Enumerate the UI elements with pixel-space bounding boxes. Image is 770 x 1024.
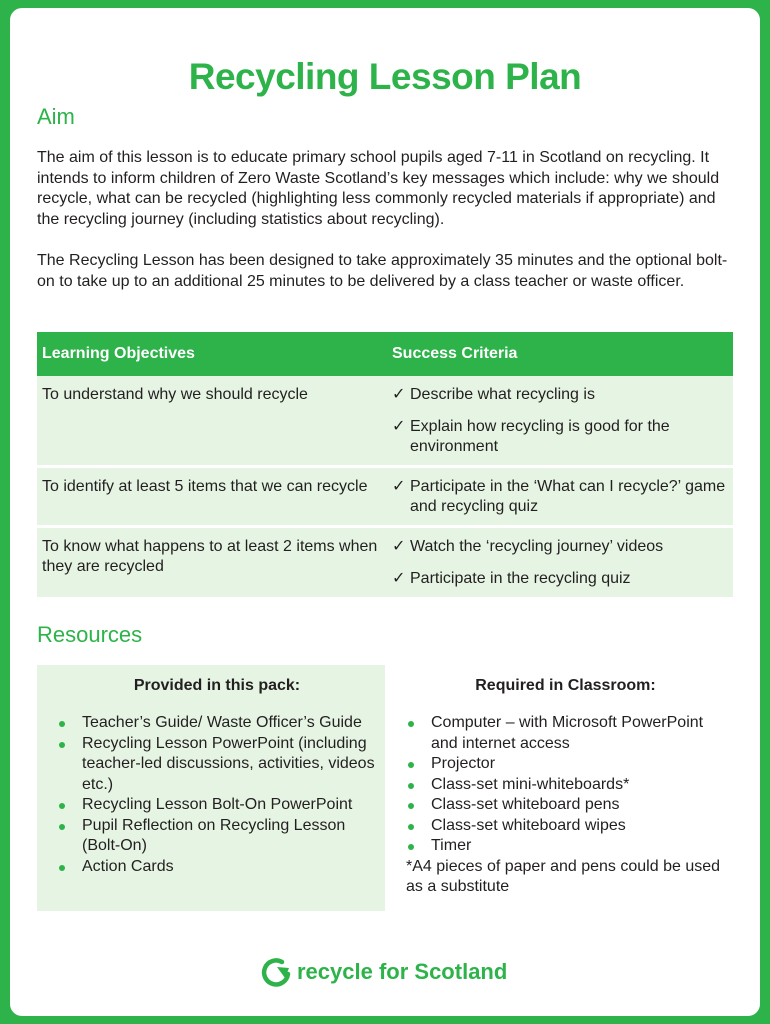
criterion [392,385,728,405]
list-item: Recycling Lesson Bolt-On PowerPoint [57,795,377,816]
substitute-note: *A4 pieces of paper and pens could be used as a substitute [406,857,721,895]
criterion-text: Participate in the ‘What can I recycle?’ game and recycling quiz [410,478,726,515]
provided-list [57,713,377,877]
check-icon: ✓ [392,570,406,587]
criteria-cell [387,467,733,527]
list-item: Computer – with Microsoft PowerPoint and internet access [406,713,725,754]
criterion [392,537,728,557]
header-learning-objectives: Learning Objectives [37,332,387,376]
objectives-table-header [37,332,733,376]
criterion-text: Watch the ‘recycling journey’ videos [410,538,664,555]
list-item: Timer [406,836,725,857]
objective-cell: To understand why we should recycle [37,376,387,467]
criterion [392,569,728,589]
table-row [37,527,733,598]
table-row [37,467,733,527]
list-item: Class-set whiteboard pens [406,795,725,816]
criterion [392,417,728,457]
recycle-arrow-icon [258,956,294,988]
criteria-cell [387,527,733,598]
required-title: Required in Classroom: [475,677,656,694]
criteria-cell [387,376,733,467]
check-icon: ✓ [392,386,406,403]
list-item: Action Cards [57,857,377,878]
lesson-plan-page [10,8,760,1016]
criterion-text: Participate in the recycling quiz [410,570,631,587]
list-item: Class-set mini-whiteboards* [406,775,725,796]
list-item: Projector [406,754,725,775]
list-item: Recycling Lesson PowerPoint (including teacher-led discussions, activities, videos etc.) [57,734,377,796]
criterion [392,477,728,517]
table-row [37,376,733,467]
list-item: Class-set whiteboard wipes [406,816,725,837]
list-item: Teacher’s Guide/ Waste Officer’s Guide [57,713,377,734]
criterion-text: Describe what recycling is [410,386,595,403]
check-icon: ✓ [392,478,406,495]
aim-paragraph-1: The aim of this lesson is to educate primary school pupils aged 7-11 in Scotland on recycling. It intends to inform children of Zero Waste Scotland’s key messages which include: why we should recycle, what can be recycled (highlighting less commonly recycled materials if appropriate) and the recycling journey (including statistics about recycling). [37,149,720,228]
check-icon: ✓ [392,418,406,435]
resources-heading: Resources [37,622,143,647]
required-list [406,713,725,857]
objective-cell: To identify at least 5 items that we can recycle [37,467,387,527]
check-icon: ✓ [392,538,406,555]
required-resources-box [386,665,733,911]
header-success-criteria: Success Criteria [387,332,733,376]
aim-heading: Aim [37,104,75,129]
logo-text: recycle for Scotland [297,959,508,984]
provided-title: Provided in this pack: [133,677,301,694]
aim-paragraph-2: The Recycling Lesson has been designed to take approximately 35 minutes and the optional bolt-on to take up to an additional 25 minutes to be delivered by a class teacher or waste officer. [37,252,728,290]
page-title: Recycling Lesson Plan [188,56,582,97]
recycle-for-scotland-logo [258,956,507,988]
list-item: Pupil Reflection on Recycling Lesson (Bolt-On) [57,816,377,857]
provided-resources-box [37,665,385,911]
criterion-text: Explain how recycling is good for the environment [410,418,670,455]
objectives-table [37,332,733,597]
objective-cell: To know what happens to at least 2 items when they are recycled [37,527,387,598]
